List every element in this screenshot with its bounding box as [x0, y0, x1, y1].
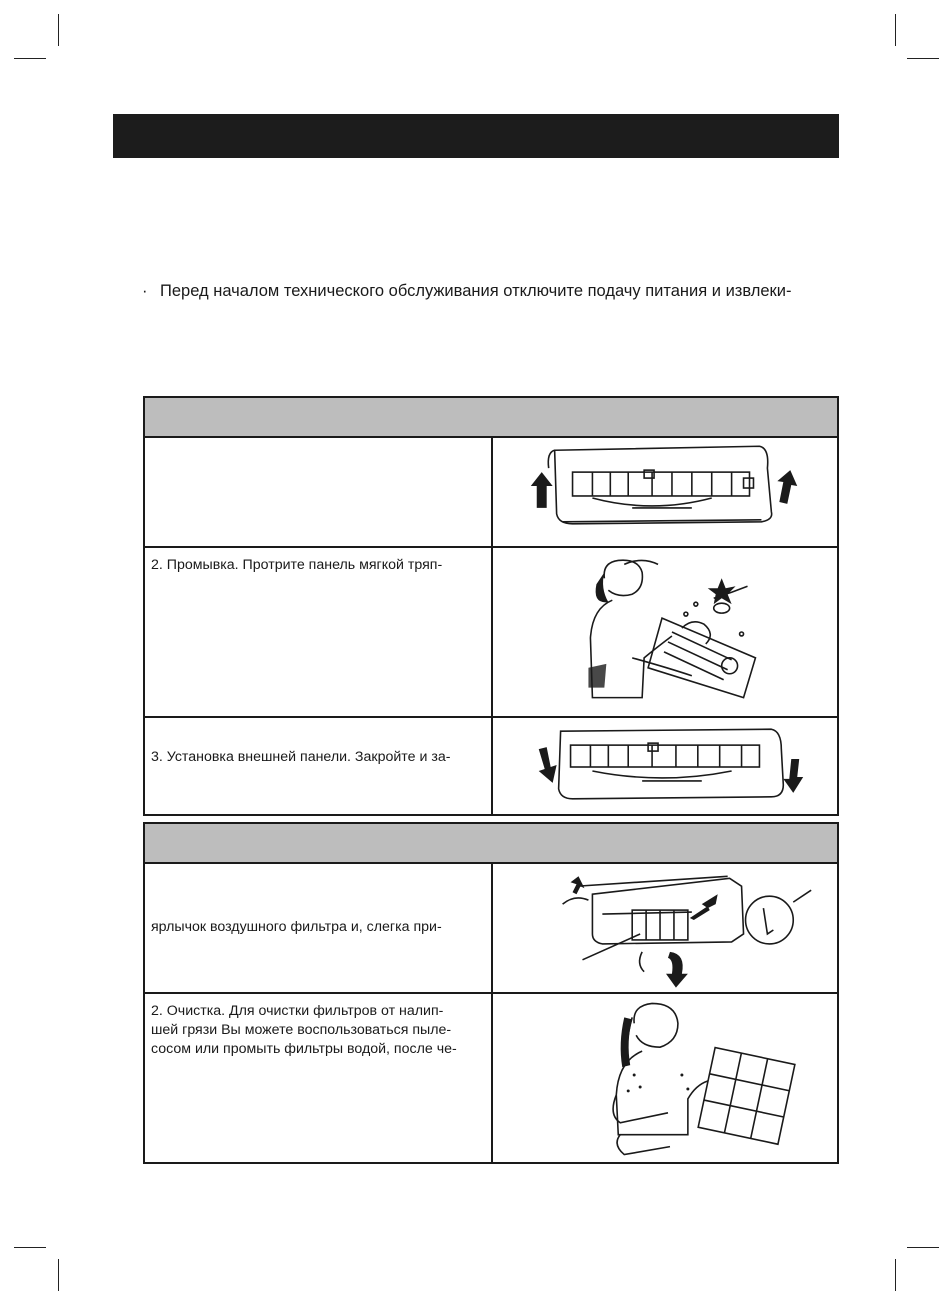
step-text: 2. Очистка. Для очистки фильтров от налип- шей грязи Вы можете воспользоваться пыле- сосом или промыть фильтры водой, после че- [145, 994, 493, 1164]
bullet-symbol: · [142, 282, 148, 300]
section-header [145, 824, 837, 864]
crop-mark [907, 58, 939, 59]
crop-mark [14, 58, 46, 59]
table-row [145, 994, 837, 1164]
section-header [145, 398, 837, 438]
bullet-text: Перед началом технического обслуживания отключите подачу питания и извлеки- [160, 282, 792, 300]
step-text: ярлычок воздушного фильтра и, слегка при- [145, 864, 493, 992]
crop-mark [907, 1247, 939, 1248]
illustration-vacuum-filter [493, 994, 837, 1164]
table-row [145, 548, 837, 718]
table-row [145, 864, 837, 994]
filter-cleaning-table [143, 822, 839, 1164]
step-text [145, 438, 493, 546]
crop-mark [895, 1259, 896, 1291]
crop-mark [895, 14, 896, 46]
illustration-panel-close [493, 718, 837, 816]
crop-mark [58, 1259, 59, 1291]
illustration-remove-filter [493, 864, 837, 992]
table-row [145, 718, 837, 816]
bullet-paragraph [142, 280, 862, 302]
crop-mark [58, 14, 59, 46]
panel-cleaning-table [143, 396, 839, 816]
step-text: 3. Установка внешней панели. Закройте и за- [145, 718, 493, 816]
table-row [145, 438, 837, 548]
illustration-washing-panel [493, 548, 837, 716]
crop-mark [14, 1247, 46, 1248]
step-text: 2. Промывка. Протрите панель мягкой тряп- [145, 548, 493, 716]
title-bar [113, 114, 839, 158]
illustration-panel-open [493, 438, 837, 546]
